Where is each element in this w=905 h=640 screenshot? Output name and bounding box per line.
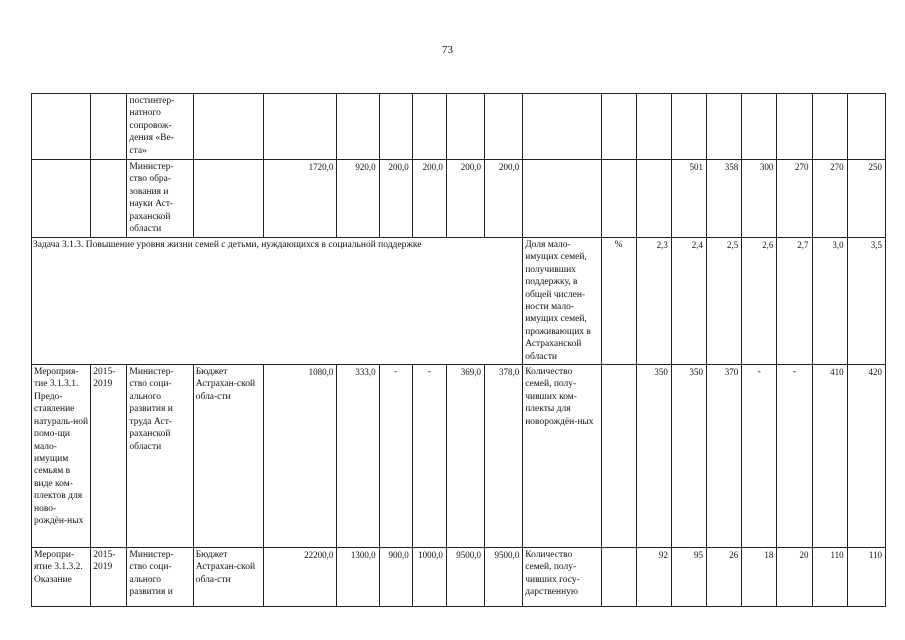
cell-measure (32, 94, 91, 160)
cell-indicator: Количество семей, полу-чивших госу-дарственную (523, 548, 601, 607)
cell-period (91, 160, 127, 238)
cell-target (636, 160, 671, 238)
cell-target: 300 (742, 160, 777, 238)
cell-target: - (777, 365, 812, 548)
cell-target (812, 94, 847, 160)
cell-year: 1000,0 (412, 548, 446, 607)
cell-total: 22200,0 (264, 548, 337, 607)
cell-target: 501 (671, 160, 706, 238)
cell-unit (601, 548, 636, 607)
cell-executor: постинтер-натного сопровож-дения «Ве-ста» (127, 94, 193, 160)
cell-measure: Меропри-ятие 3.1.3.2. Оказание (32, 548, 91, 607)
cell-target: 26 (707, 548, 742, 607)
cell-target (777, 94, 812, 160)
task-title: Задача 3.1.3. Повышение уровня жизни семей с детьми, нуждающихся в социальной поддержке (32, 238, 523, 365)
cell-target: 18 (742, 548, 777, 607)
cell-target (636, 94, 671, 160)
cell-year: - (412, 365, 446, 548)
cell-target: 270 (812, 160, 847, 238)
cell-target: 2,3 (636, 238, 671, 365)
cell-source (193, 94, 263, 160)
cell-unit: % (601, 238, 636, 365)
cell-year (379, 94, 412, 160)
cell-target (707, 94, 742, 160)
cell-period: 2015-2019 (91, 365, 127, 548)
cell-year: 369,0 (446, 365, 484, 548)
cell-target: 95 (671, 548, 706, 607)
cell-target: 110 (847, 548, 885, 607)
cell-year: 200,0 (446, 160, 484, 238)
cell-year: 200,0 (485, 160, 523, 238)
cell-unit (601, 365, 636, 548)
cell-target: 92 (636, 548, 671, 607)
table-row (32, 548, 886, 607)
cell-year (412, 94, 446, 160)
page-number: 73 (442, 44, 453, 56)
cell-year: 9500,0 (485, 548, 523, 607)
cell-year: 333,0 (337, 365, 379, 548)
cell-measure (32, 160, 91, 238)
cell-total: 1080,0 (264, 365, 337, 548)
cell-indicator: Количество семей, полу-чивших ком-плекты для новорождён-ных (523, 365, 601, 548)
cell-target (742, 94, 777, 160)
cell-total: 1720,0 (264, 160, 337, 238)
cell-target: 410 (812, 365, 847, 548)
cell-target: 2,7 (777, 238, 812, 365)
cell-target (847, 94, 885, 160)
cell-year: 200,0 (379, 160, 412, 238)
cell-year: 900,0 (379, 548, 412, 607)
cell-source (193, 160, 263, 238)
cell-executor: Министер-ство обра-зования и науки Аст-раханской области (127, 160, 193, 238)
cell-period: 2015-2019 (91, 548, 127, 607)
table-row (32, 160, 886, 238)
task-row (32, 238, 886, 365)
cell-target: 110 (812, 548, 847, 607)
table-row (32, 365, 886, 548)
cell-indicator (523, 160, 601, 238)
cell-target: - (742, 365, 777, 548)
cell-target: 3,0 (812, 238, 847, 365)
table-row (32, 94, 886, 160)
cell-executor: Министер-ство соци-ального развития и труда Аст-раханской области (127, 365, 193, 548)
cell-period (91, 94, 127, 160)
cell-year: 200,0 (412, 160, 446, 238)
cell-target: 358 (707, 160, 742, 238)
cell-year: 920,0 (337, 160, 379, 238)
cell-target: 250 (847, 160, 885, 238)
cell-target: 3,5 (847, 238, 885, 365)
cell-target: 20 (777, 548, 812, 607)
cell-target: 350 (671, 365, 706, 548)
cell-target: 2,6 (742, 238, 777, 365)
cell-year: 1300,0 (337, 548, 379, 607)
cell-year (446, 94, 484, 160)
cell-target: 2,5 (707, 238, 742, 365)
cell-executor: Министер-ство соци-ального развития и (127, 548, 193, 607)
program-table (31, 93, 886, 607)
cell-target: 270 (777, 160, 812, 238)
cell-target: 420 (847, 365, 885, 548)
cell-unit (601, 160, 636, 238)
cell-year: 378,0 (485, 365, 523, 548)
cell-indicator (523, 94, 601, 160)
cell-year: 9500,0 (446, 548, 484, 607)
cell-total (264, 94, 337, 160)
cell-target (671, 94, 706, 160)
cell-target: 370 (707, 365, 742, 548)
cell-year (337, 94, 379, 160)
cell-target: 350 (636, 365, 671, 548)
cell-source: Бюджет Астрахан-ской обла-сти (193, 365, 263, 548)
cell-unit (601, 94, 636, 160)
cell-measure: Мероприя-тие 3.1.3.1. Предо-ставление натураль-ной помо-щи мало-имущим семьям в виде ком-плектов для ново-рождён-ных (32, 365, 91, 548)
cell-source: Бюджет Астрахан-ской обла-сти (193, 548, 263, 607)
cell-year: - (379, 365, 412, 548)
cell-target: 2,4 (671, 238, 706, 365)
cell-indicator: Доля мало-имущих семей, получивших поддержку, в общей числен-ности мало-имущих семей, проживающих в Астраханской области (523, 238, 601, 365)
cell-year (485, 94, 523, 160)
